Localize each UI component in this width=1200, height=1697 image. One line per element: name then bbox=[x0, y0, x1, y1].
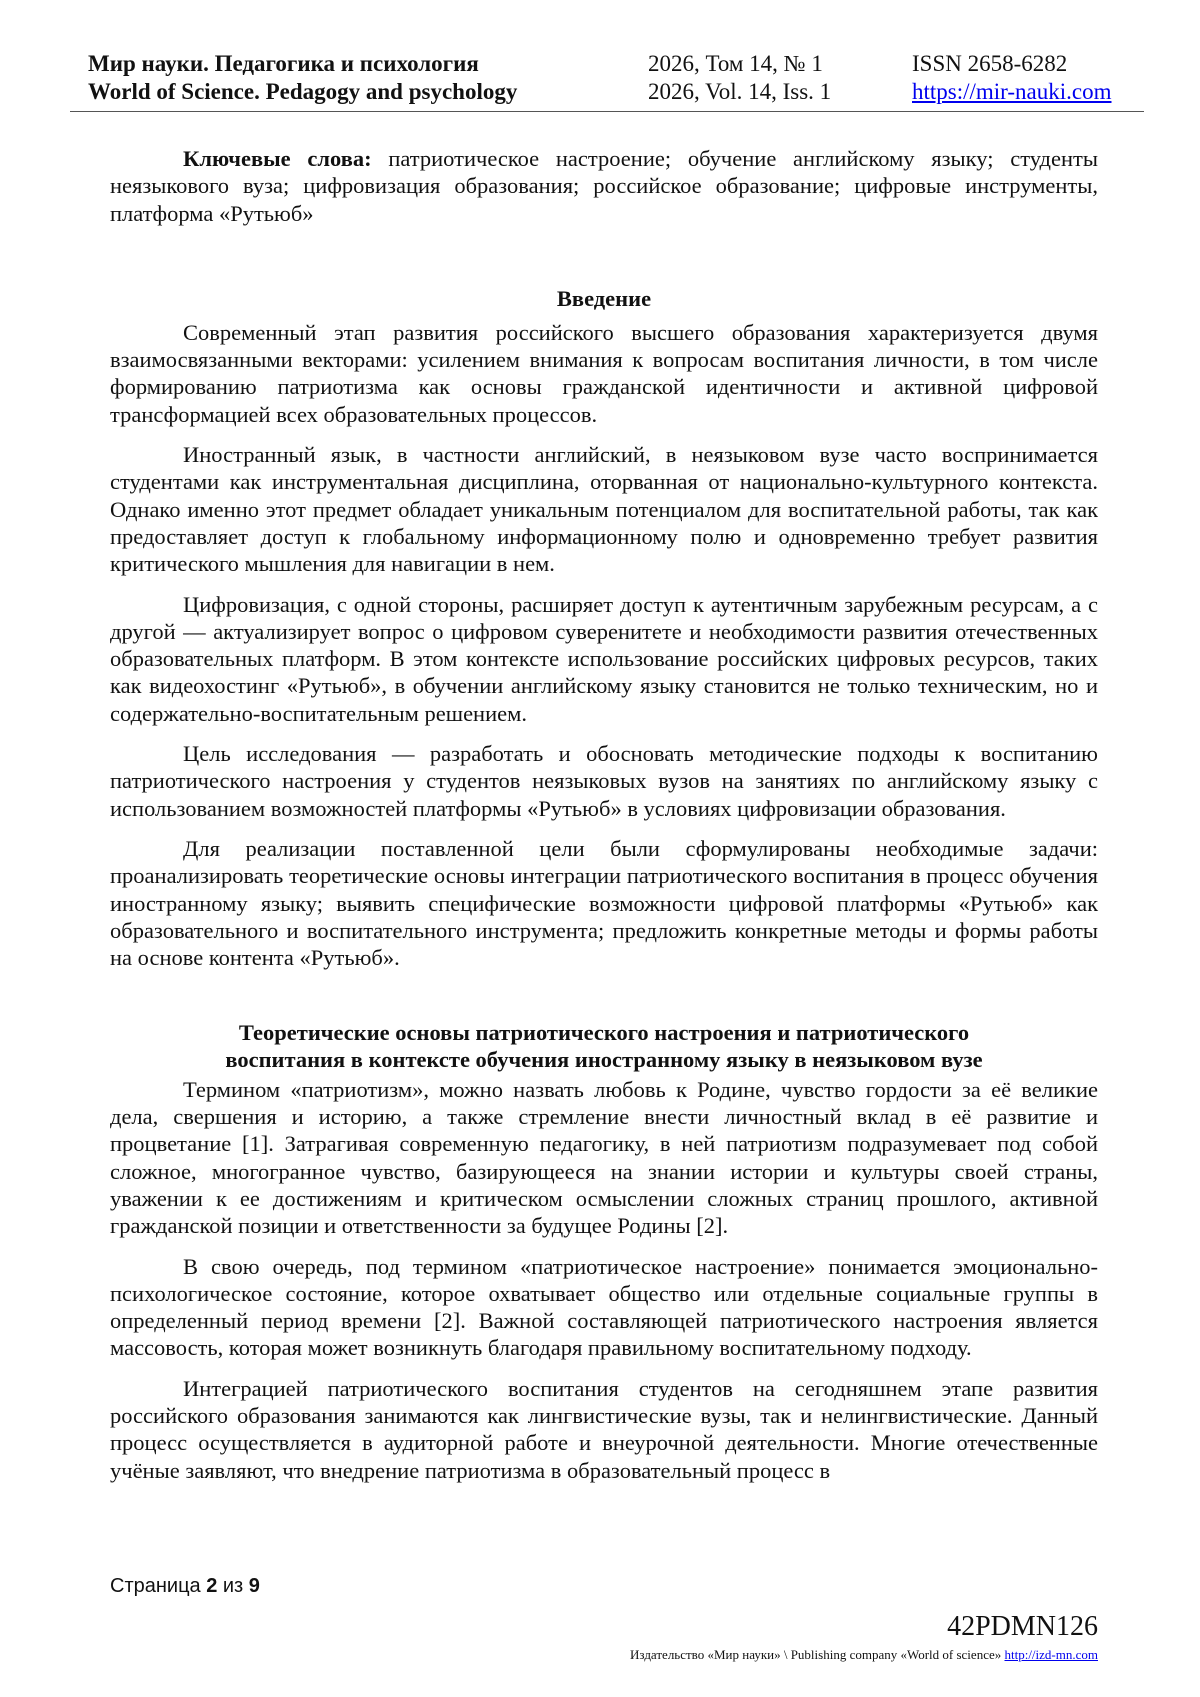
publisher-line bbox=[630, 1647, 1098, 1663]
publisher-link[interactable]: http://izd-mn.com bbox=[1004, 1647, 1098, 1662]
journal-title-en: World of Science. Pedagogy and psychology bbox=[88, 79, 518, 104]
intro-paragraph: Иностранный язык, в частности английский, в неязыковом вузе часто воспринимается студентами как инструментальная дисциплина, оторванная от национально-культурного контекста. Однако именно этот предмет обладает уникальным потенциалом для воспитательной работы, так как предоставляет доступ к глобальному информационному полю и одновременно требует развития критического мышления для навигации в нем. bbox=[110, 442, 1098, 577]
issue-ru: 2026, Том 14, № 1 bbox=[648, 51, 823, 76]
intro-paragraph: Для реализации поставленной цели были сформулированы необходимые задачи: проанализировать теоретические основы интеграции патриотического воспитания в процесс обучения иностранному языку; выявить специфические возможности цифровой платформы «Рутьюб» как образовательного и воспитательного инструмента; предложить конкретные методы и формы работы на основе контента «Рутьюб». bbox=[110, 835, 1098, 971]
publisher-text: Издательство «Мир науки» \ Publishing company «World of science» bbox=[630, 1647, 1005, 1662]
issn: ISSN 2658-6282 bbox=[912, 51, 1068, 76]
journal-title-ru: Мир науки. Педагогика и психология bbox=[88, 51, 479, 76]
page-number bbox=[110, 1575, 260, 1598]
keywords-label: Ключевые слова: bbox=[183, 146, 372, 171]
article-body bbox=[110, 145, 1098, 1497]
page-separator: из bbox=[217, 1575, 249, 1597]
page-current: 2 bbox=[206, 1575, 218, 1597]
section-heading-theory-line2: воспитания в контексте обучения иностранному языку в неязыковом вузе bbox=[225, 1047, 983, 1073]
page-total: 9 bbox=[248, 1575, 260, 1597]
section-heading-intro: Введение bbox=[556, 285, 652, 311]
page-prefix: Страница bbox=[110, 1575, 207, 1597]
intro-paragraph: Современный этап развития российского высшего образования характеризуется двумя взаимосвязанными векторами: усилением внимания к вопросам воспитания личности, в том числе формированию патриотизма как основы гражданской идентичности и активной цифровой трансформацией всех образовательных процессов. bbox=[110, 319, 1098, 427]
theory-paragraph: Термином «патриотизм», можно назвать любовь к Родине, чувство гордости за её великие дела, свершения и историю, а также стремление внести личностный вклад в её развитие и процветание [1]. Затрагивая современную педагогику, в ней патриотизм подразумевает под собой сложное, многогранное чувство, базирующееся на знании истории и культуры своей страны, уважении к ее достижениям и критическом осмыслении сложных страниц прошлого, активной гражданской позиции и ответственности за будущее Родины [2]. bbox=[110, 1076, 1098, 1239]
theory-paragraph: Интеграцией патриотического воспитания студентов на сегодняшнем этапе развития российского образования занимаются как лингвистические вузы, так и нелингвистические. Данный процесс осуществляется в аудиторной работе и внеурочной деятельности. Многие отечественные учёные заявляют, что внедрение патриотизма в образовательный процесс в bbox=[110, 1375, 1098, 1483]
journal-url-link[interactable]: https://mir-nauki.com bbox=[912, 79, 1112, 104]
theory-paragraph: В свою очередь, под термином «патриотическое настроение» понимается эмоционально-психологическое состояние, которое охватывает общество или отдельные социальные группы в определенный период времени [2]. Важной составляющей патриотического настроения является массовость, которая может возникнуть благодаря правильному воспитательному подходу. bbox=[110, 1253, 1098, 1361]
running-header bbox=[70, 50, 1144, 106]
intro-paragraph: Цифровизация, с одной стороны, расширяет доступ к аутентичным зарубежным ресурсам, а с другой — актуализирует вопрос о цифровом суверенитете и необходимости развития отечественных образовательных платформ. В этом контексте использование российских цифровых ресурсов, таких как видеохостинг «Рутьюб», в обучении английскому языку становится не только техническим, но и содержательно-воспитательным решением. bbox=[110, 591, 1098, 726]
header-divider bbox=[70, 111, 1144, 112]
keywords-text: патриотическое настроение; обучение английскому языку; студенты неязыкового вуза; цифровизация образования; российское образование; цифровые инструменты, платформа «Рутьюб» bbox=[110, 146, 1098, 226]
article-code: 42PDMN126 bbox=[947, 1611, 1098, 1642]
issue-en: 2026, Vol. 14, Iss. 1 bbox=[648, 79, 832, 104]
section-heading-theory: Теоретические основы патриотического настроения и патриотического bbox=[238, 1020, 970, 1046]
intro-paragraph: Цель исследования — разработать и обосновать методические подходы к воспитанию патриотического настроения у студентов неязыковых вузов на занятиях по английскому языку с использованием возможностей платформы «Рутьюб» в условиях цифровизации образования. bbox=[110, 741, 1098, 821]
keywords-paragraph bbox=[110, 145, 1098, 227]
